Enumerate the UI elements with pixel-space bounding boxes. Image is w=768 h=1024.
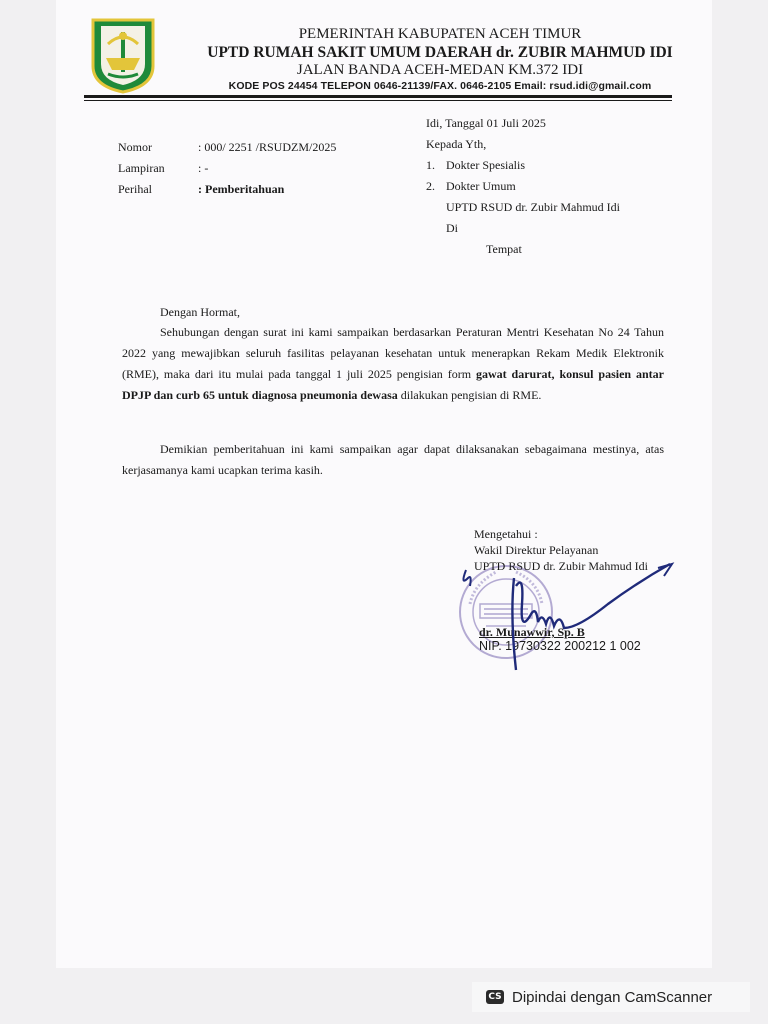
- aceh-timur-emblem-icon: [88, 14, 158, 94]
- recipient-institution: UPTD RSUD dr. Zubir Mahmud Idi: [446, 200, 620, 214]
- para2-text: Demikian pemberitahuan ini kami sampaikan agar dapat dilaksanakan sebagaimana mestinya, atas kerjasamanya kami ucapkan terima kasih.: [122, 442, 664, 477]
- kepada-yth: Kepada Yth,: [426, 137, 487, 151]
- body-paragraph-2: [122, 439, 664, 481]
- body-paragraph-1: [122, 322, 664, 406]
- header-hospital: UPTD RUMAH SAKIT UMUM DAERAH dr. ZUBIR MAHMUD IDI: [207, 44, 673, 61]
- header-rule-thin: [84, 100, 672, 101]
- place-date: Idi, Tanggal 01 Juli 2025: [426, 116, 546, 130]
- perihal-label: Perihal: [118, 182, 152, 196]
- sign-institution: UPTD RSUD dr. Zubir Mahmud Idi: [474, 559, 648, 573]
- camscanner-watermark: [472, 982, 750, 1012]
- recipient-tempat: Tempat: [486, 242, 522, 256]
- sign-position: Wakil Direktur Pelayanan: [474, 543, 599, 557]
- header-government: PEMERINTAH KABUPATEN ACEH TIMUR: [298, 26, 582, 42]
- recipient-di: Di: [446, 221, 458, 235]
- recipient-item-1-number: 1.: [426, 158, 435, 172]
- sign-name: dr. Munawwir, Sp. B: [479, 625, 585, 639]
- recipient-item-1: Dokter Spesialis: [446, 158, 525, 172]
- header-rule-thick: [84, 95, 672, 98]
- recipient-item-2-number: 2.: [426, 179, 435, 193]
- nomor-label: Nomor: [118, 140, 152, 154]
- recipient-item-2: Dokter Umum: [446, 179, 516, 193]
- sign-mengetahui: Mengetahui :: [474, 527, 538, 541]
- letter-paper: [56, 0, 712, 968]
- handwritten-signature-icon: [458, 556, 678, 672]
- para1-text-bold: gawat darurat, konsul pasien antar DPJP dan curb 65 untuk diagnosa pneumonia dewasa: [122, 367, 664, 402]
- perihal-value: : Pemberitahuan: [198, 182, 285, 196]
- lampiran-value: : -: [198, 161, 209, 175]
- header-contact: KODE POS 24454 TELEPON 0646-21139/FAX. 0646-2105 Email: rsud.idi@gmail.com: [228, 80, 652, 92]
- para1-text-a: Sehubungan dengan surat ini kami sampaikan berdasarkan Peraturan Mentri Kesehatan No 24 Tahun 2022 yang mewajibkan seluruh fasilitas pelayanan kesehatan untuk menerapkan Rekam Medik Elektronik (RME), maka dari itu mulai pada tanggal 1 juli 2025 pengisian form: [122, 325, 664, 381]
- header-address: JALAN BANDA ACEH-MEDAN KM.372 IDI: [296, 62, 584, 78]
- camscanner-logo-icon: CS: [486, 990, 504, 1004]
- salutation: Dengan Hormat,: [160, 305, 240, 319]
- sign-nip: NIP. 19730322 200212 1 002: [479, 639, 641, 653]
- para1-text-b: dilakukan pengisian di RME.: [397, 388, 542, 402]
- camscanner-text: Dipindai dengan CamScanner: [512, 988, 713, 1006]
- lampiran-label: Lampiran: [118, 161, 165, 175]
- nomor-value: : 000/ 2251 /RSUDZM/2025: [198, 140, 337, 154]
